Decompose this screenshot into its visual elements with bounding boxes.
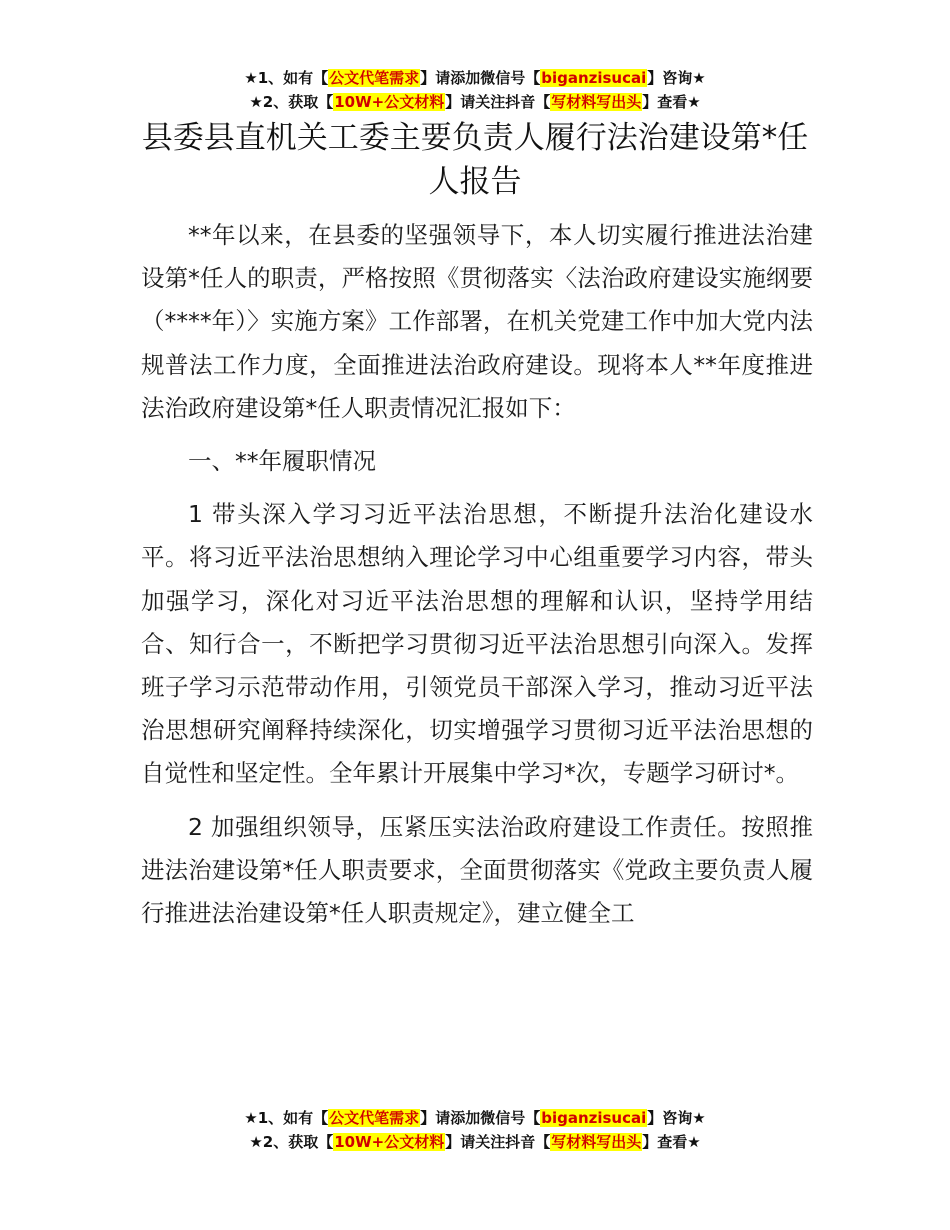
banner-text: ★2、获取【 [249, 1133, 334, 1151]
bottom-banner [0, 1106, 950, 1154]
banner-text: ★1、如有【 [244, 69, 329, 87]
banner-text: 】咨询★ [647, 1109, 706, 1127]
banner-highlight: 10W+公文材料 [334, 93, 445, 111]
banner-text: 】请添加微信号【 [420, 69, 541, 87]
banner-highlight: biganzisucai [541, 1109, 647, 1127]
banner-text: 】查看★ [642, 1133, 701, 1151]
banner-text: 】咨询★ [647, 69, 706, 87]
banner-line-1 [0, 1106, 950, 1130]
banner-highlight: biganzisucai [541, 69, 647, 87]
document-title: 县委县直机关工委主要负责人履行法治建设第*任人报告 [141, 120, 809, 200]
banner-line-1 [0, 66, 950, 90]
top-banner [0, 66, 950, 114]
banner-highlight: 公文代笔需求 [329, 69, 420, 87]
paragraph-intro: **年以来，在县委的坚强领导下，本人切实履行推进法治建设第*任人的职责，严格按照《贯彻落实〈法治政府建设实施纲要（****年）〉实施方案》工作部署，在机关党建工作中加大党内法规普法工作力度，全面推进法治政府建设。现将本人**年度推进法治政府建设第*任人职责情况汇报如下： [141, 221, 813, 422]
document-body [141, 214, 813, 935]
banner-text: 】请关注抖音【 [445, 93, 551, 111]
banner-text: ★2、获取【 [249, 93, 334, 111]
paragraph-item-1: 1 带头深入学习习近平法治思想，不断提升法治化建设水平。将习近平法治思想纳入理论学习中心组重要学习内容，带头加强学习，深化对习近平法治思想的理解和认识，坚持学用结合、知行合一，不断把学习贯彻习近平法治思想引向深入。发挥班子学习示范带动作用，引领党员干部深入学习，推动习近平法治思想研究阐释持续深化，切实增强学习贯彻习近平法治思想的自觉性和坚定性。全年累计开展集中学习*次，专题学习研讨*。 [141, 500, 813, 788]
banner-line-2 [0, 1130, 950, 1154]
banner-line-2 [0, 90, 950, 114]
banner-highlight: 公文代笔需求 [329, 1109, 420, 1127]
banner-text: 】查看★ [642, 93, 701, 111]
banner-highlight: 写材料写出头 [551, 1133, 642, 1151]
banner-text: ★1、如有【 [244, 1109, 329, 1127]
banner-text: 】请关注抖音【 [445, 1133, 551, 1151]
section-heading: 一、**年履职情况 [188, 447, 376, 476]
banner-highlight: 写材料写出头 [551, 93, 642, 111]
paragraph-item-2: 2 加强组织领导，压紧压实法治政府建设工作责任。按照推进法治建设第*任人职责要求，全面贯彻落实《党政主要负责人履行推进法治建设第*任人职责规定》，建立健全工 [141, 812, 813, 928]
banner-highlight: 10W+公文材料 [334, 1133, 445, 1151]
banner-text: 】请添加微信号【 [420, 1109, 541, 1127]
